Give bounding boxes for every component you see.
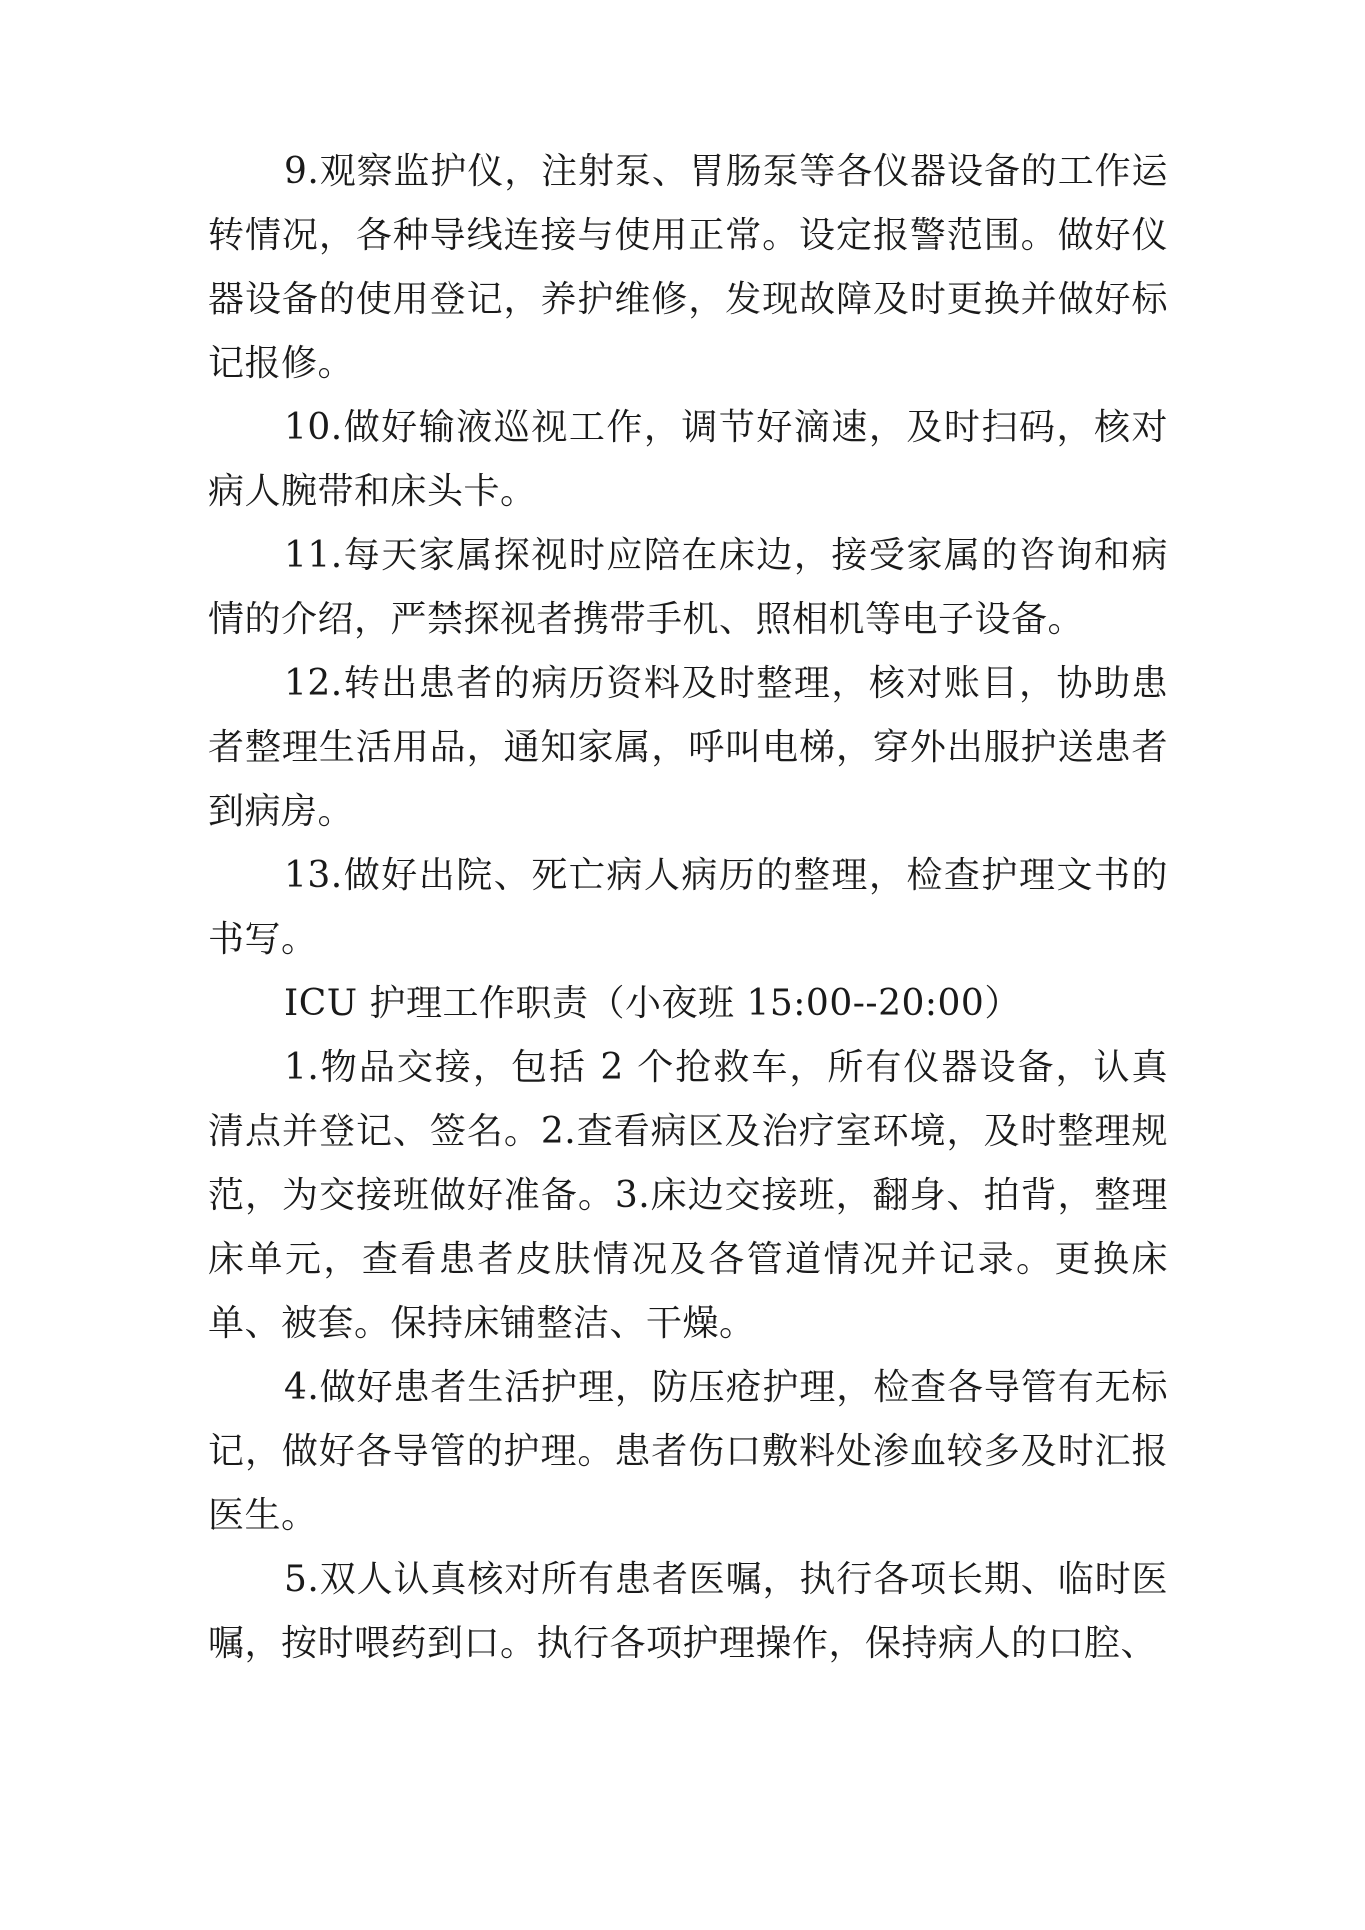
- paragraph-item-1-3: 1.物品交接，包括 2 个抢救车，所有仪器设备，认真清点并登记、签名。2.查看病区及治疗室环境，及时整理规范，为交接班做好准备。3.床边交接班，翻身、拍背，整理床单元，查看患者皮肤情况及各管道情况并记录。更换床单、被套。保持床铺整洁、干燥。: [208, 1047, 1168, 1344]
- paragraph-item-10: 10.做好输液巡视工作，调节好滴速，及时扫码，核对病人腕带和床头卡。: [208, 407, 1168, 512]
- paragraph-item-12: 12.转出患者的病历资料及时整理，核对账目，协助患者整理生活用品，通知家属，呼叫电梯，穿外出服护送患者到病房。: [208, 663, 1168, 832]
- paragraph-item-11: 11.每天家属探视时应陪在床边，接受家属的咨询和病情的介绍，严禁探视者携带手机、照相机等电子设备。: [208, 535, 1168, 640]
- section-heading: ICU 护理工作职责（小夜班 15:00--20:00）: [284, 983, 1021, 1024]
- paragraph-item-13: 13.做好出院、死亡病人病历的整理，检查护理文书的书写。: [208, 855, 1168, 960]
- paragraph-item-4: 4.做好患者生活护理，防压疮护理，检查各导管有无标记，做好各导管的护理。患者伤口敷料处渗血较多及时汇报医生。: [208, 1367, 1168, 1536]
- paragraph-item-9: 9.观察监护仪，注射泵、胃肠泵等各仪器设备的工作运转情况，各种导线连接与使用正常。设定报警范围。做好仪器设备的使用登记，养护维修，发现故障及时更换并做好标记报修。: [208, 151, 1168, 384]
- document-body: [208, 140, 1168, 1676]
- paragraph-item-5: 5.双人认真核对所有患者医嘱，执行各项长期、临时医嘱，按时喂药到口。执行各项护理操作，保持病人的口腔、: [208, 1559, 1168, 1664]
